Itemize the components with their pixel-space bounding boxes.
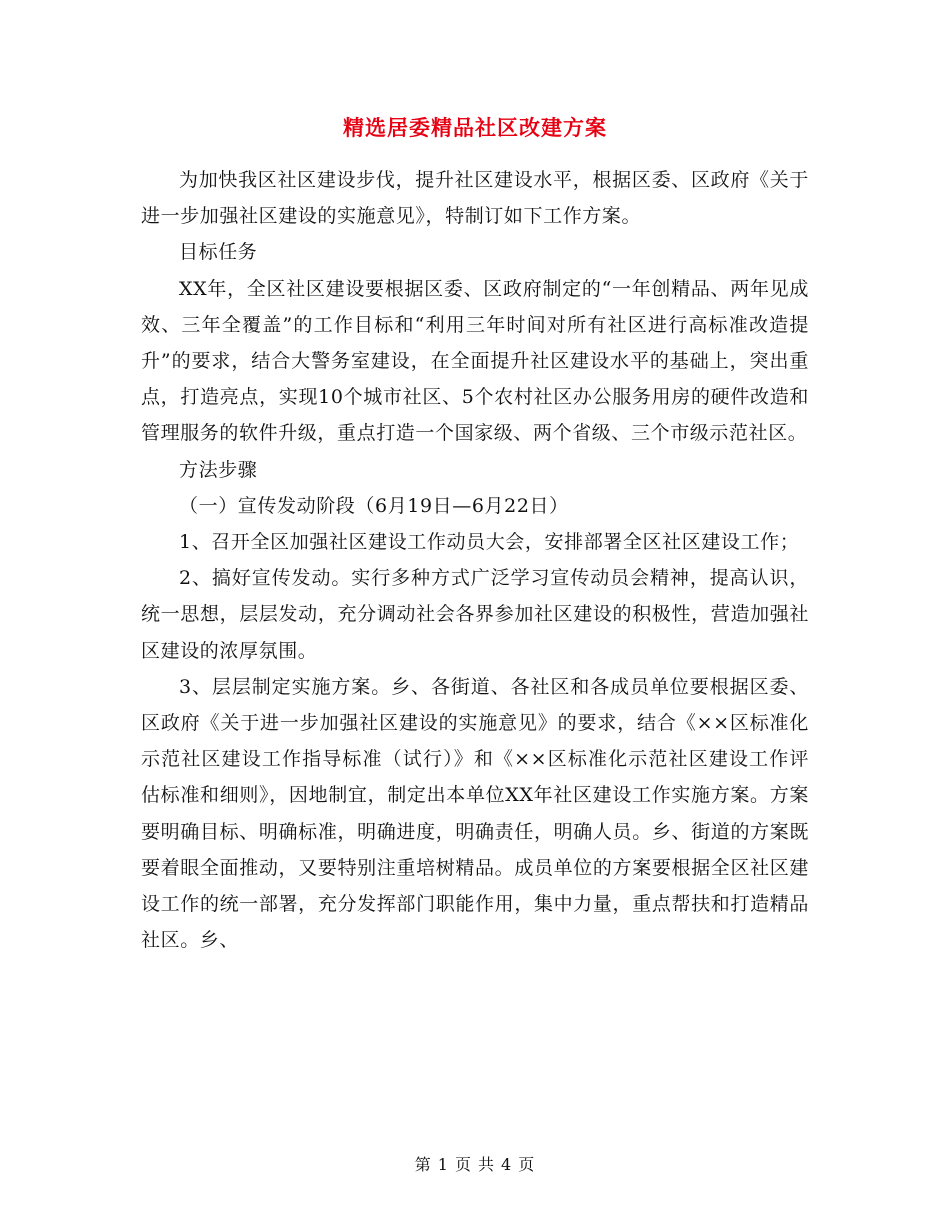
subheading-phase-one: （一）宣传发动阶段（6月19日—6月22日） <box>179 494 569 517</box>
document-title: 精选居委精品社区改建方案 <box>343 115 607 140</box>
footer-middle: 页 共 <box>454 1155 496 1174</box>
footer-prefix: 第 <box>414 1155 432 1174</box>
page-footer <box>0 1152 950 1175</box>
paragraph-intro: 为加快我区社区建设步伐，提升社区建设水平，根据区委、区政府《关于进一步加强社区建设的实施意见》，特制订如下工作方案。 <box>141 169 809 228</box>
footer-suffix: 页 <box>518 1155 536 1174</box>
paragraph-step-2: 2、搞好宣传发动。实行多种方式广泛学习宣传动员会精神，提高认识，统一思想，层层发动，充分调动社会各界参加社区建设的积极性，营造加强社区建设的浓厚氛围。 <box>141 567 809 662</box>
footer-page-number: 1 <box>437 1155 449 1174</box>
paragraph-goals: XX年，全区社区建设要根据区委、区政府制定的“一年创精品、两年见成效、三年全覆盖”的工作目标和“利用三年时间对所有社区进行高标准改造提升”的要求，结合大警务室建设，在全面提升社区建设水平的基础上，突出重点，打造亮点，实现10个城市社区、5个农村社区办公服务用房的硬件改造和管理服务的软件升级，重点打造一个国家级、两个省级、三个市级示范社区。 <box>141 277 809 445</box>
section-heading-steps: 方法步骤 <box>179 458 258 481</box>
footer-total-pages: 4 <box>501 1155 513 1174</box>
paragraph-step-3: 3、层层制定实施方案。乡、各街道、各社区和各成员单位要根据区委、区政府《关于进一步加强社区建设的实施意见》的要求，结合《××区标准化示范社区建设工作指导标准（试行）》和《××区标准化示范社区建设工作评估标准和细则》，因地制宜，制定出本单位XX年社区建设工作实施方案。方案要明确目标、明确标准，明确进度，明确责任，明确人员。乡、街道的方案既要着眼全面推动，又要特别注重培树精品。成员单位的方案要根据全区社区建设工作的统一部署，充分发挥部门职能作用，集中力量，重点帮扶和打造精品社区。乡、 <box>141 675 809 952</box>
section-heading-goals: 目标任务 <box>179 241 258 264</box>
document-body <box>141 162 809 958</box>
paragraph-step-1: 1、召开全区加强社区建设工作动员大会，安排部署全区社区建设工作； <box>179 531 800 554</box>
